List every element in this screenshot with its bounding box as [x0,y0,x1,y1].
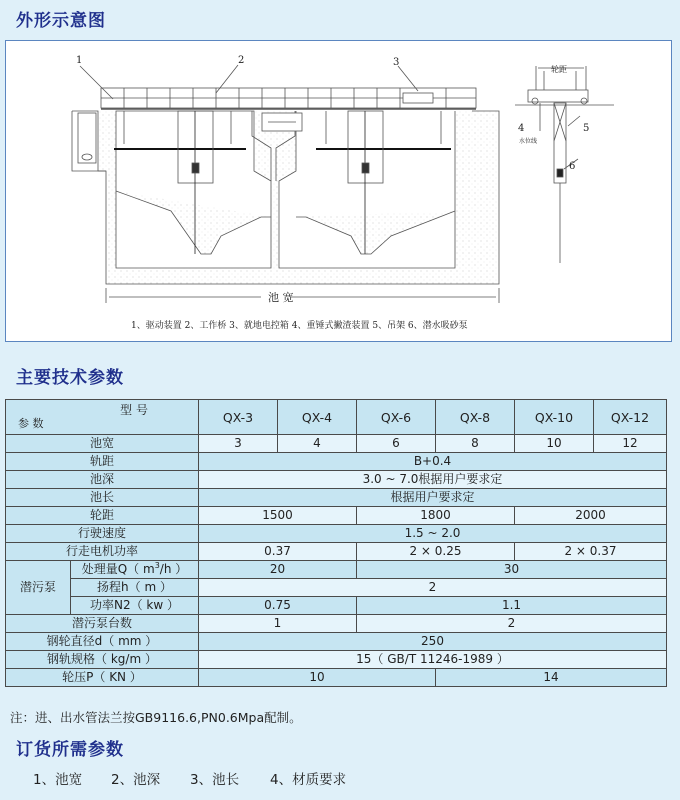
cell: 根据用户要求定 [199,489,667,507]
row-label: 池长 [6,489,199,507]
row-label: 扬程h（ m ） [71,579,199,597]
cell: 10 [515,435,594,453]
section-title-params: 主要技术参数 [16,368,124,388]
pool-width-label: 池 宽 [268,291,294,304]
row-label: 池宽 [6,435,199,453]
table-row [6,543,667,561]
row-label: 轮距 [6,507,199,525]
table-row [6,525,667,543]
order-item: 1、池宽 [33,772,83,788]
cell: 2 [199,579,667,597]
header-corner [6,400,199,435]
model-col: QX-4 [278,400,357,435]
row-label: 功率N2（ kw ） [71,597,199,615]
cell: 8 [436,435,515,453]
row-label: 钢轨规格（ kg/m ） [6,651,199,669]
cell: 250 [199,633,667,651]
cell: 2000 [515,507,667,525]
header-param-label: 参 数 [18,417,44,430]
cell: 2 × 0.37 [515,543,667,561]
model-col: QX-8 [436,400,515,435]
row-label: 钢轮直径d（ mm ） [6,633,199,651]
section-title-order: 订货所需参数 [16,740,124,760]
diagram-caption: 1、驱动装置 2、工作桥 3、就地电控箱 4、重锤式撇渣装置 5、吊架 6、潜水吸砂泵 [131,321,468,331]
order-item: 4、材质要求 [270,772,347,788]
cell: 20 [199,561,357,579]
table-row [6,579,667,597]
table-row [6,615,667,633]
cell: 2 [357,615,667,633]
cell: 1800 [357,507,515,525]
cell: 6 [357,435,436,453]
cell: 3.0 ~ 7.0根据用户要求定 [199,471,667,489]
row-label: 处理量Q（ $m^3/h$ ） [71,561,199,579]
cell: 30 [357,561,667,579]
cell: 1.1 [357,597,667,615]
pump-group-label: 潜污泵 [6,561,71,615]
order-item: 2、池深 [111,772,161,788]
callout-6: 6 [569,161,576,172]
callout-4: 4 [518,123,525,134]
wheelbase-label: 轮距 [551,65,567,74]
cell: 0.37 [199,543,357,561]
table-row [6,471,667,489]
cell: 10 [199,669,436,687]
model-col: QX-10 [515,400,594,435]
cell: 4 [278,435,357,453]
cell: 1.5 ~ 2.0 [199,525,667,543]
cell: 3 [199,435,278,453]
cell: 2 × 0.25 [357,543,515,561]
row-label: 池深 [6,471,199,489]
header-model-label: 型 号 [120,403,148,417]
model-col: QX-3 [199,400,278,435]
table-row [6,489,667,507]
cell: 12 [594,435,667,453]
cell: B+0.4 [199,453,667,471]
cell: 14 [436,669,667,687]
model-col: QX-12 [594,400,667,435]
note-text: 注：进、出水管法兰按GB9116.6,PN0.6Mpa配制。 [10,710,302,725]
table-row [6,561,667,579]
spec-table [5,399,667,687]
cell: 1 [199,615,357,633]
cell: 15（ GB/T 11246-1989 ） [199,651,667,669]
model-col: QX-6 [357,400,436,435]
table-row [6,435,667,453]
table-row [6,453,667,471]
row-label: 潜污泵台数 [6,615,199,633]
table-row [6,597,667,615]
row-label: 轮压P（ KN ） [6,669,199,687]
callout-5: 5 [583,123,590,134]
callout-3: 3 [393,57,400,68]
table-row [6,669,667,687]
row-label: 行走电机功率 [6,543,199,561]
row-label: 轨距 [6,453,199,471]
row-label: 行驶速度 [6,525,199,543]
section-title-outline: 外形示意图 [16,11,106,31]
waterline-label: 水位线 [519,138,538,145]
callout-2: 2 [238,55,245,66]
table-row [6,651,667,669]
callout-1: 1 [76,55,83,66]
outline-diagram [5,40,672,342]
order-item: 3、池长 [190,772,240,788]
cell: 0.75 [199,597,357,615]
table-header-row [6,400,667,435]
diagram-drawing [6,41,671,341]
table-row [6,507,667,525]
table-row [6,633,667,651]
cell: 1500 [199,507,357,525]
